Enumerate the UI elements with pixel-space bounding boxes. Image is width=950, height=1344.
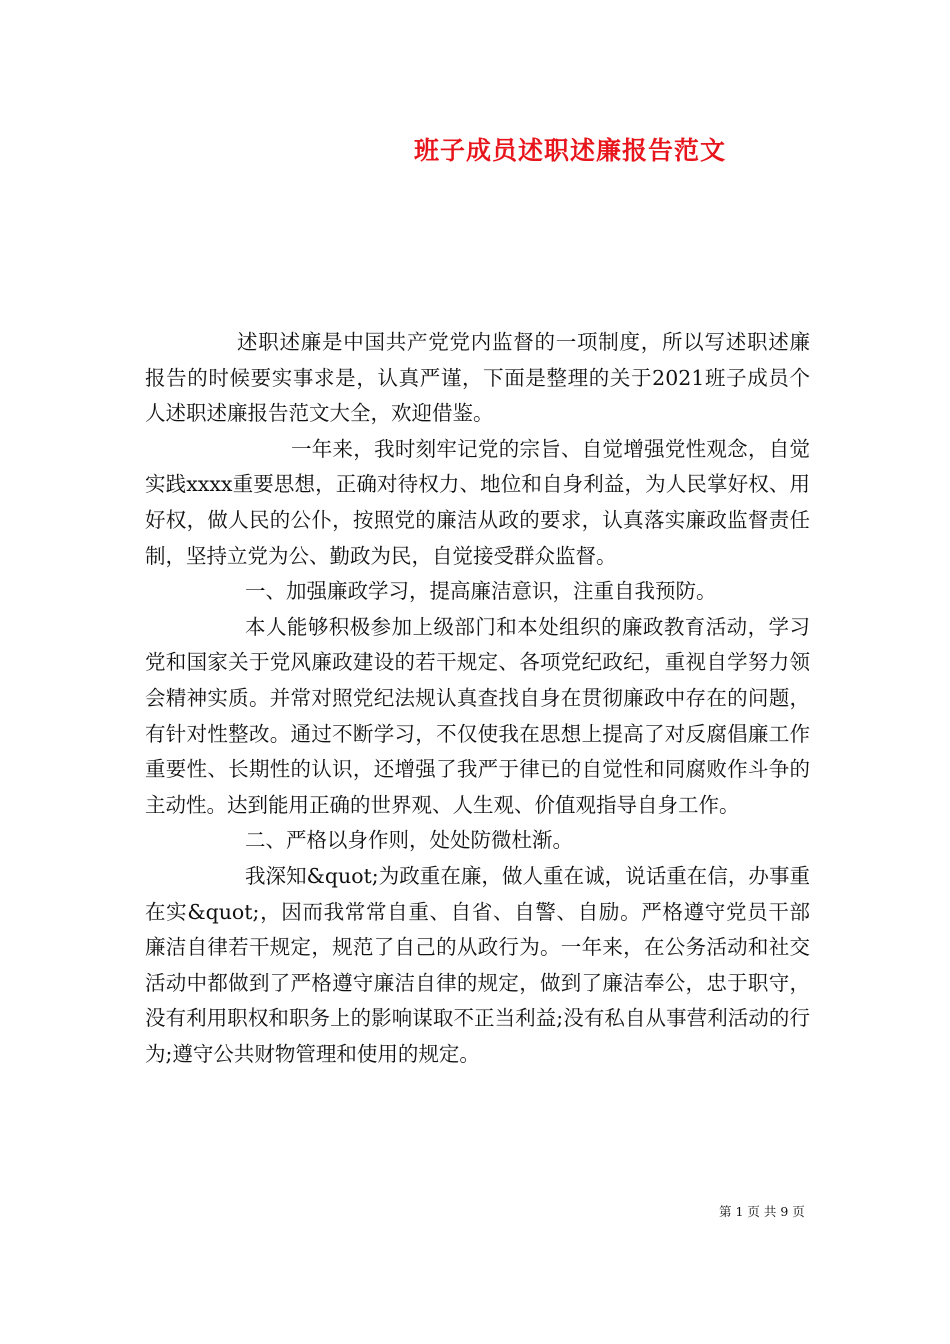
paragraph-intro: 述职述廉是中国共产党党内监督的一项制度，所以写述职述廉报告的时候要实事求是，认真严谨，下面是整理的关于2021班子成员个人述职述廉报告范文大全，欢迎借鉴。	[145, 330, 810, 426]
document-body	[145, 325, 810, 1072]
paragraph-study: 本人能够积极参加上级部门和本处组织的廉政教育活动，学习党和国家关于党风廉政建设的若干规定、各项党纪政纪，重视自学努力领会精神实质。并常对照党纪法规认真查找自身在贯彻廉政中存在的问题，有针对性整改。通过不断学习，不仅使我在思想上提高了对反腐倡廉工作重要性、长期性的认识，还增强了我严于律已的自觉性和同腐败作斗争的主动性。达到能用正确的世界观、人生观、价值观指导自身工作。	[145, 614, 810, 817]
document-title: 班子成员述职述廉报告范文	[414, 136, 727, 165]
paragraph-discipline: 我深知&quot;为政重在廉，做人重在诚，说话重在信，办事重在实&quot;，因而我常常自重、自省、自警、自励。严格遵守党员干部廉洁自律若干规定，规范了自己的从政行为。一年来，在公务活动和社交活动中都做到了严格遵守廉洁自律的规定，做到了廉洁奉公，忠于职守，没有利用职权和职务上的影响谋取不正当利益;没有私自从事营利活动的行为;遵守公共财物管理和使用的规定。	[145, 863, 810, 1066]
section-heading-2: 二、严格以身作则，处处防微杜渐。	[245, 828, 573, 853]
paragraph-overview: 一年来，我时刻牢记党的宗旨、自觉增强党性观念，自觉实践xxxx重要思想，正确对待权力、地位和自身利益，为人民掌好权、用好权，做人民的公仆，按照党的廉洁从政的要求，认真落实廉政监督责任制，坚持立党为公、勤政为民，自觉接受群众监督。	[145, 436, 810, 568]
section-heading-1: 一、加强廉政学习，提高廉洁意识，注重自我预防。	[245, 579, 717, 604]
page-footer: 第 1 页 共 9 页	[719, 1204, 805, 1219]
